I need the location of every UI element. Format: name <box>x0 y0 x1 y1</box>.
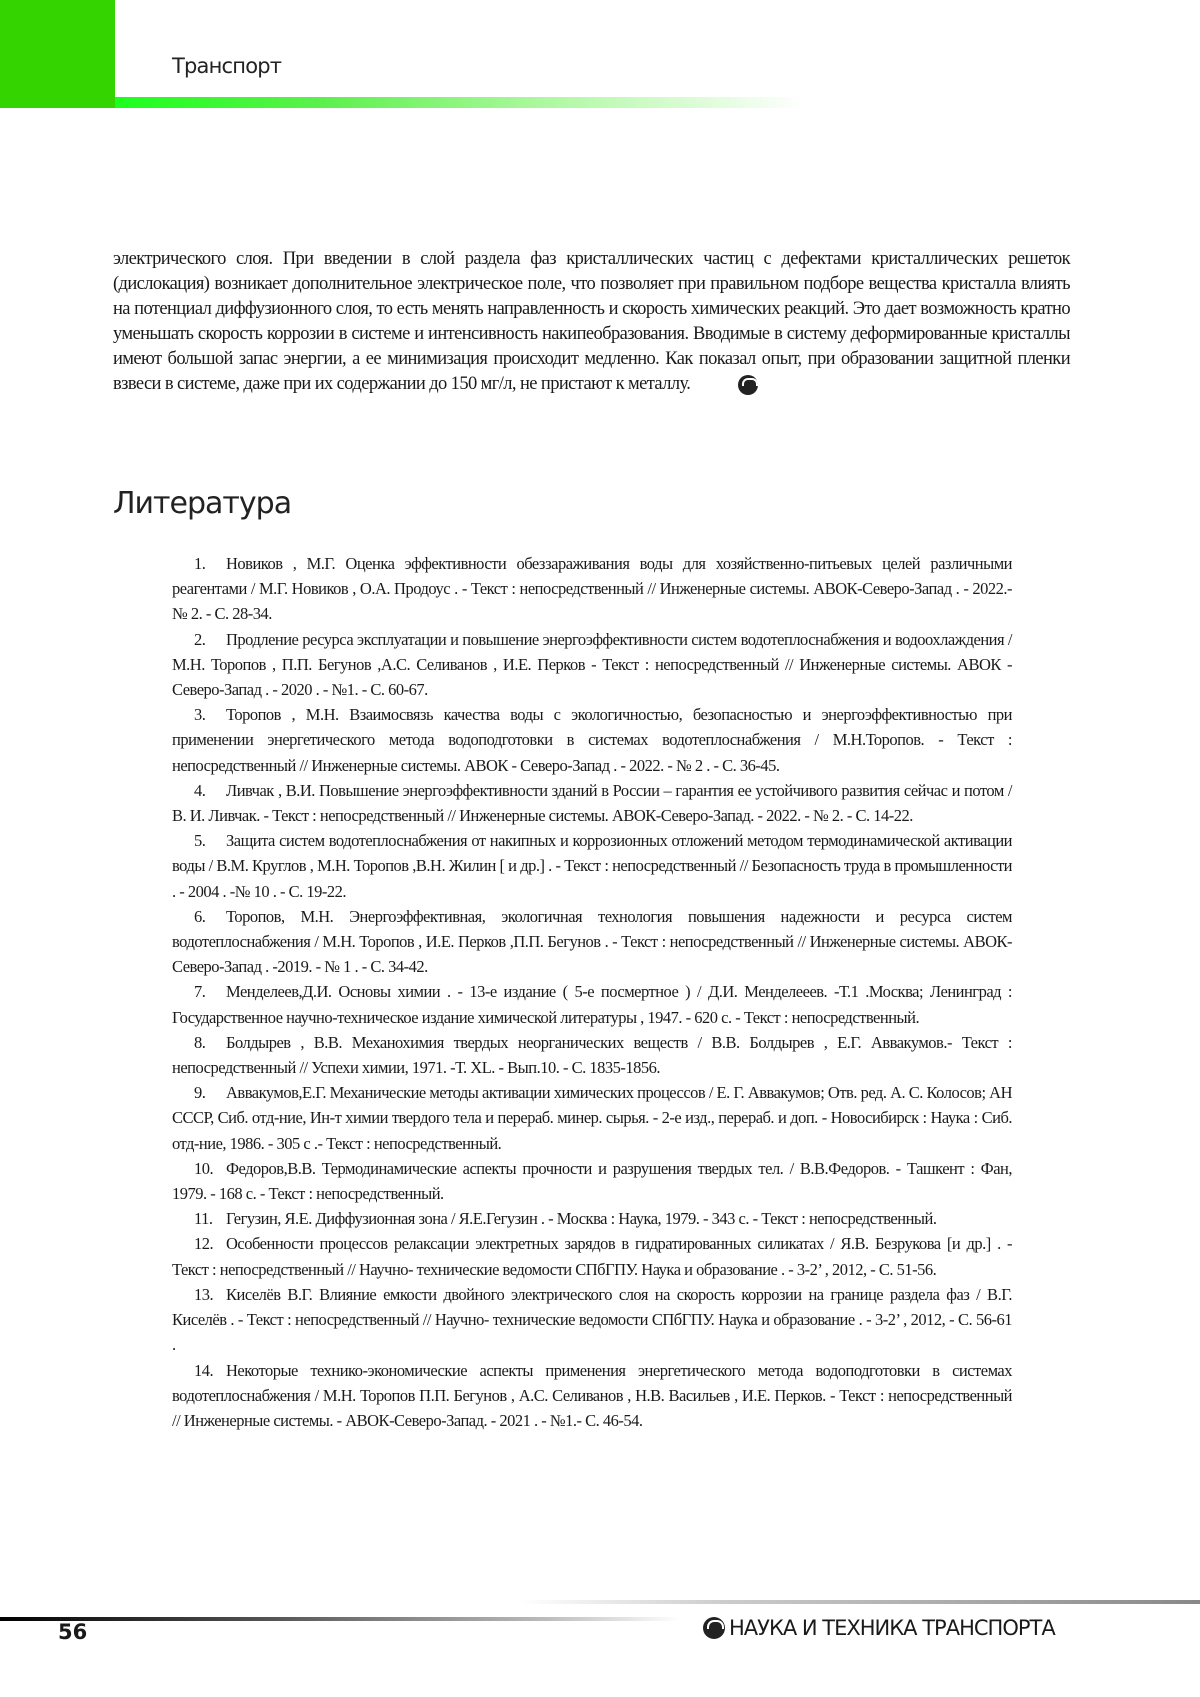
reference-text: Торопов , М.Н. Взаимосвязь качества воды с экологичностью, безопасностью и энергоэффективностью при применении энергетического метода водоподготовки в системах водотеплоснабжения / М.Н.Торопов. - Текст : непосредственный // Инженерные системы. АВОК - Северо-Запад . - 2022. - № 2 . - С. 36-45. <box>172 705 1012 774</box>
reference-number: 5. <box>194 828 226 853</box>
reference-text: Торопов, М.Н. Энергоэффективная, экологичная технология повышения надежности и ресурса систем водотеплоснабжения / М.Н. Торопов , И.Е. Перков ,П.П. Бегунов . - Текст : непосредственный // Инженерные системы. АВОК-Северо-Запад . -2019. - № 1 . - С. 34-42. <box>172 907 1012 976</box>
reference-text: Особенности процессов релаксации электретных зарядов в гидратированных силикатах / Я.В. Безрукова [и др.] . - Текст : непосредственный // Научно- технические ведомости СПбГПУ. Наука и образование . - 3-2’ , 2012, - С. 51-56. <box>172 1234 1012 1278</box>
reference-text: Некоторые технико-экономические аспекты применения энергетического метода водоподготовки в системах водотеплоснабжения / М.Н. Торопов П.П. Бегунов , А.С. Селиванов , Н.В. Васильев , И.Е. Перков. - Текст : непосредственный // Инженерные системы. - АВОК-Северо-Запад. - 2021 . - №1.- С. 46-54. <box>172 1361 1012 1430</box>
reference-number: 12. <box>194 1231 226 1256</box>
reference-text: Федоров,В.В. Термодинамические аспекты прочности и разрушения твердых тел. / В.В.Федоров. - Ташкент : Фан, 1979. - 168 с. - Текст : непосредственный. <box>172 1159 1012 1203</box>
reference-number: 6. <box>194 904 226 929</box>
journal-name: НАУКА И ТЕХНИКА ТРАНСПОРТА <box>729 1616 1055 1640</box>
header-gradient-bar <box>115 97 805 108</box>
reference-number: 14. <box>194 1358 226 1383</box>
reference-number: 2. <box>194 627 226 652</box>
reference-number: 1. <box>194 551 226 576</box>
reference-item <box>172 1080 1012 1156</box>
literature-heading: Литература <box>113 486 291 521</box>
reference-number: 10. <box>194 1156 226 1181</box>
reference-item <box>172 1156 1012 1206</box>
reference-text: Новиков , М.Г. Оценка эффективности обеззараживания воды для хозяйственно-питьевых целей различными реагентами / М.Г. Новиков , О.А. Продоус . - Текст : непосредственный // Инженерные системы. АВОК-Северо-Запад . - 2022.- № 2. - С. 28-34. <box>172 554 1012 623</box>
reference-item <box>172 828 1012 904</box>
journal-logo-icon <box>738 375 758 395</box>
reference-text: Продление ресурса эксплуатации и повышение энергоэффективности систем водотеплоснабжения и водоохлаждения / М.Н. Торопов , П.П. Бегунов ,А.С. Селиванов , И.Е. Перков - Текст : непосредственный // Инженерные системы. АВОК - Северо-Запад . - 2020 . - №1. - С. 60-67. <box>172 630 1012 699</box>
reference-item <box>172 1206 1012 1231</box>
reference-text: Гегузин, Я.Е. Диффузионная зона / Я.Е.Гегузин . - Москва : Наука, 1979. - 343 с. - Текст : непосредственный. <box>226 1209 936 1228</box>
journal-title <box>703 1616 1055 1640</box>
reference-item <box>172 1282 1012 1358</box>
reference-number: 8. <box>194 1030 226 1055</box>
body-text: электрического слоя. При введении в слой раздела фаз кристаллических частиц с дефектами кристаллических решеток (дислокация) возникает дополнительное электрическое поле, что позволяет при правильном подборе вещества кристалла влиять на потенциал диффузионного слоя, то есть менять направленность и скорость химических реакций. Это дает возможность кратно уменьшать скорость коррозии в системе и интенсивность накипеобразования. Вводимые в систему деформированные кристаллы имеют большой запас энергии, а ее минимизация происходит медленно. Как показал опыт, при образовании защитной пленки взвеси в системе, даже при их содержании до 150 мг/л, не пристают к металлу. <box>113 249 1070 394</box>
reference-number: 13. <box>194 1282 226 1307</box>
body-paragraph <box>113 247 1070 397</box>
reference-item <box>172 979 1012 1029</box>
reference-number: 3. <box>194 702 226 727</box>
reference-item <box>172 1030 1012 1080</box>
journal-logo-icon <box>703 1617 725 1639</box>
section-title: Транспорт <box>172 54 281 78</box>
reference-number: 7. <box>194 979 226 1004</box>
reference-list <box>172 551 1012 1433</box>
reference-item <box>172 627 1012 703</box>
reference-item <box>172 551 1012 627</box>
footer-divider-right <box>520 1600 1200 1604</box>
reference-item <box>172 1358 1012 1434</box>
footer-divider-left <box>0 1617 680 1621</box>
reference-text: Аввакумов,Е.Г. Механические методы активации химических процессов / Е. Г. Аввакумов; Отв. ред. А. С. Колосов; АН СССР, Сиб. отд-ние, Ин-т химии твердого тела и перераб. минер. сырья. - 2-е изд., перераб. и доп. - Новосибирск : Наука : Сиб. отд-ние, 1986. - 305 с .- Текст : непосредственный. <box>172 1083 1012 1152</box>
reference-number: 11. <box>194 1206 226 1231</box>
reference-number: 9. <box>194 1080 226 1105</box>
reference-number: 4. <box>194 778 226 803</box>
reference-item <box>172 778 1012 828</box>
reference-text: Защита систем водотеплоснабжения от накипных и коррозионных отложений методом термодинамической активации воды / В.М. Круглов , М.Н. Торопов ,В.Н. Жилин [ и др.] . - Текст : непосредственный // Безопасность труда в промышленности . - 2004 . -№ 10 . - С. 19-22. <box>172 831 1012 900</box>
reference-item <box>172 904 1012 980</box>
header-accent-block <box>0 0 115 108</box>
reference-item <box>172 702 1012 778</box>
reference-text: Болдырев , В.В. Механохимия твердых неорганических веществ / В.В. Болдырев , Е.Г. Аввакумов.- Текст : непосредственный // Успехи химии, 1971. -Т. XL. - Вып.10. - С. 1835-1856. <box>172 1033 1012 1077</box>
reference-item <box>172 1231 1012 1281</box>
page-number: 56 <box>58 1620 87 1644</box>
reference-text: Менделеев,Д.И. Основы химии . - 13-е издание ( 5-е посмертное ) / Д.И. Менделееев. -Т.1 .Москва; Ленинград : Государственное научно-техническое издание химической литературы , 1947. - 620 с. - Текст : непосредственный. <box>172 982 1012 1026</box>
reference-text: Киселёв В.Г. Влияние емкости двойного электрического слоя на скорость коррозии на границе раздела фаз / В.Г. Киселёв . - Текст : непосредственный // Научно- технические ведомости СПбГПУ. Наука и образование . - 3-2’ , 2012, - С. 56-61 . <box>172 1285 1012 1354</box>
reference-text: Ливчак , В.И. Повышение энергоэффективности зданий в России – гарантия ее устойчивого развития сейчас и потом / В. И. Ливчак. - Текст : непосредственный // Инженерные системы. АВОК-Северо-Запад. - 2022. - № 2. - С. 14-22. <box>172 781 1012 825</box>
